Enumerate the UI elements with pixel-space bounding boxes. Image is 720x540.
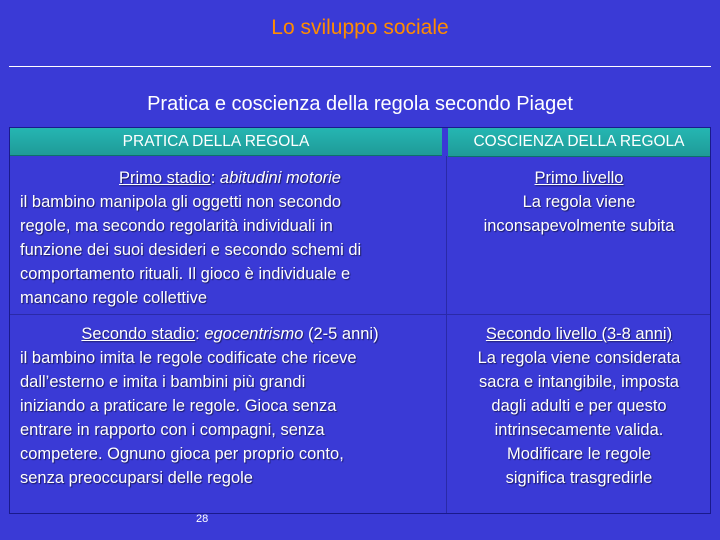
slide-title: Lo sviluppo sociale — [271, 16, 449, 39]
secondo-livello-line: sacra e intangibile, imposta — [479, 373, 679, 391]
primo-livello-heading: Primo livello — [534, 169, 624, 187]
primo-stadio-line: regole, ma secondo regolarità individuali in — [20, 217, 333, 235]
primo-livello-line: inconsapevolmente subita — [483, 217, 675, 235]
cell-secondo-livello — [448, 322, 710, 490]
secondo-livello-line: intrinsecamente valida. — [494, 421, 664, 439]
title-divider — [9, 66, 711, 67]
secondo-livello-line: Modificare le regole — [507, 445, 651, 463]
primo-stadio-heading — [20, 166, 440, 190]
secondo-livello-line: La regola viene considerata — [477, 349, 681, 367]
page-number: 28 — [196, 513, 209, 525]
cell-secondo-stadio — [20, 322, 440, 490]
secondo-stadio-line: iniziando a praticare le regole. Gioca senza — [20, 397, 337, 415]
header-pratica: PRATICA DELLA REGOLA — [10, 128, 442, 156]
primo-stadio-line: il bambino manipola gli oggetti non secondo — [20, 193, 342, 211]
primo-stadio-line: mancano regole collettive — [20, 289, 208, 307]
primo-livello-line: La regola viene — [522, 193, 636, 211]
piaget-table — [9, 127, 711, 514]
secondo-stadio-label: Secondo stadio — [81, 325, 196, 343]
primo-stadio-line: comportamento rituali. Il gioco è individuale e — [20, 265, 351, 283]
slide-subtitle: Pratica e coscienza della regola secondo Piaget — [147, 93, 573, 115]
secondo-stadio-line: entrare in rapporto con i compagni, senza — [20, 421, 325, 439]
heading-colon: : — [195, 325, 205, 343]
secondo-stadio-line: dall’esterno e imita i bambini più grandi — [20, 373, 306, 391]
cell-primo-stadio — [20, 166, 440, 310]
secondo-stadio-line: competere. Ognuno gioca per proprio conto, — [20, 445, 344, 463]
header-coscienza: COSCIENZA DELLA REGOLA — [448, 128, 710, 157]
secondo-stadio-heading — [20, 322, 440, 346]
secondo-livello-line: significa trasgredirle — [505, 469, 653, 487]
secondo-stadio-line: il bambino imita le regole codificate che riceve — [20, 349, 357, 367]
secondo-stadio-italic: egocentrismo — [204, 325, 304, 343]
column-separator — [446, 156, 447, 513]
primo-stadio-label: Primo stadio — [119, 169, 211, 187]
heading-colon: : — [210, 169, 220, 187]
primo-stadio-italic: abitudini motorie — [219, 169, 341, 187]
secondo-stadio-line: senza preoccuparsi delle regole — [20, 469, 253, 487]
primo-stadio-line: funzione dei suoi desideri e secondo schemi di — [20, 241, 362, 259]
row-separator — [10, 314, 710, 315]
secondo-livello-line: dagli adulti e per questo — [491, 397, 667, 415]
secondo-livello-heading: Secondo livello (3-8 anni) — [485, 325, 673, 343]
secondo-stadio-age: (2-5 anni) — [303, 325, 379, 343]
cell-primo-livello — [448, 166, 710, 238]
